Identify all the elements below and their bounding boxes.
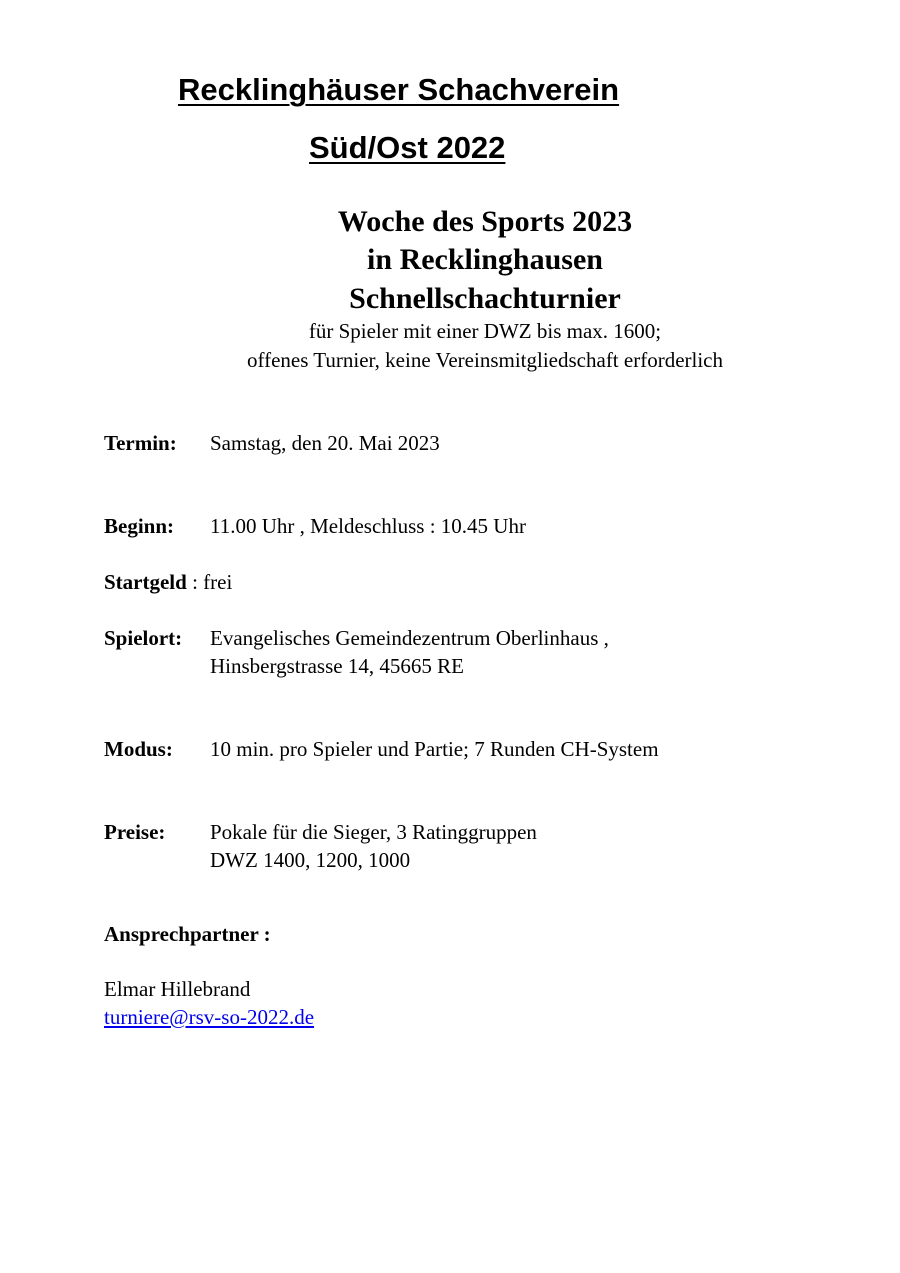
open-tournament-text: offenes Turnier, keine Vereinsmitgliedschaft erforderlich	[247, 348, 723, 372]
contact-email-link[interactable]: turniere@rsv-so-2022.de	[104, 1005, 315, 1029]
event-title: Woche des Sports 2023	[337, 205, 633, 238]
modus-label: Modus:	[104, 737, 173, 761]
event-location-title: in Recklinghausen	[367, 243, 603, 276]
organization-name: Recklinghäuser Schachverein	[178, 72, 620, 107]
spielort-label: Spielort:	[104, 626, 183, 650]
event-type-title: Schnellschachturnier	[349, 282, 621, 315]
modus-value: 10 min. pro Spieler und Partie; 7 Runden CH-System	[210, 737, 659, 761]
startgeld-row	[104, 568, 232, 596]
spielort-line-1: Evangelisches Gemeindezentrum Oberlinhaus ,	[210, 626, 609, 650]
preise-line-2: DWZ 1400, 1200, 1000	[210, 848, 411, 872]
preise-label: Preise:	[104, 820, 166, 844]
beginn-label: Beginn:	[104, 514, 175, 538]
beginn-value: 11.00 Uhr , Meldeschluss : 10.45 Uhr	[210, 514, 526, 538]
termin-value: Samstag, den 20. Mai 2023	[210, 431, 440, 455]
startgeld-label: Startgeld	[104, 570, 187, 594]
preise-line-1: Pokale für die Sieger, 3 Ratinggruppen	[210, 820, 537, 844]
startgeld-value: : frei	[186, 570, 233, 594]
eligibility-text: für Spieler mit einer DWZ bis max. 1600;	[308, 319, 662, 343]
contact-label: Ansprechpartner :	[104, 922, 271, 946]
organization-year: Süd/Ost 2022	[309, 130, 506, 165]
spielort-line-2: Hinsbergstrasse 14, 45665 RE	[210, 654, 464, 678]
termin-label: Termin:	[104, 431, 177, 455]
contact-name: Elmar Hillebrand	[104, 977, 251, 1001]
